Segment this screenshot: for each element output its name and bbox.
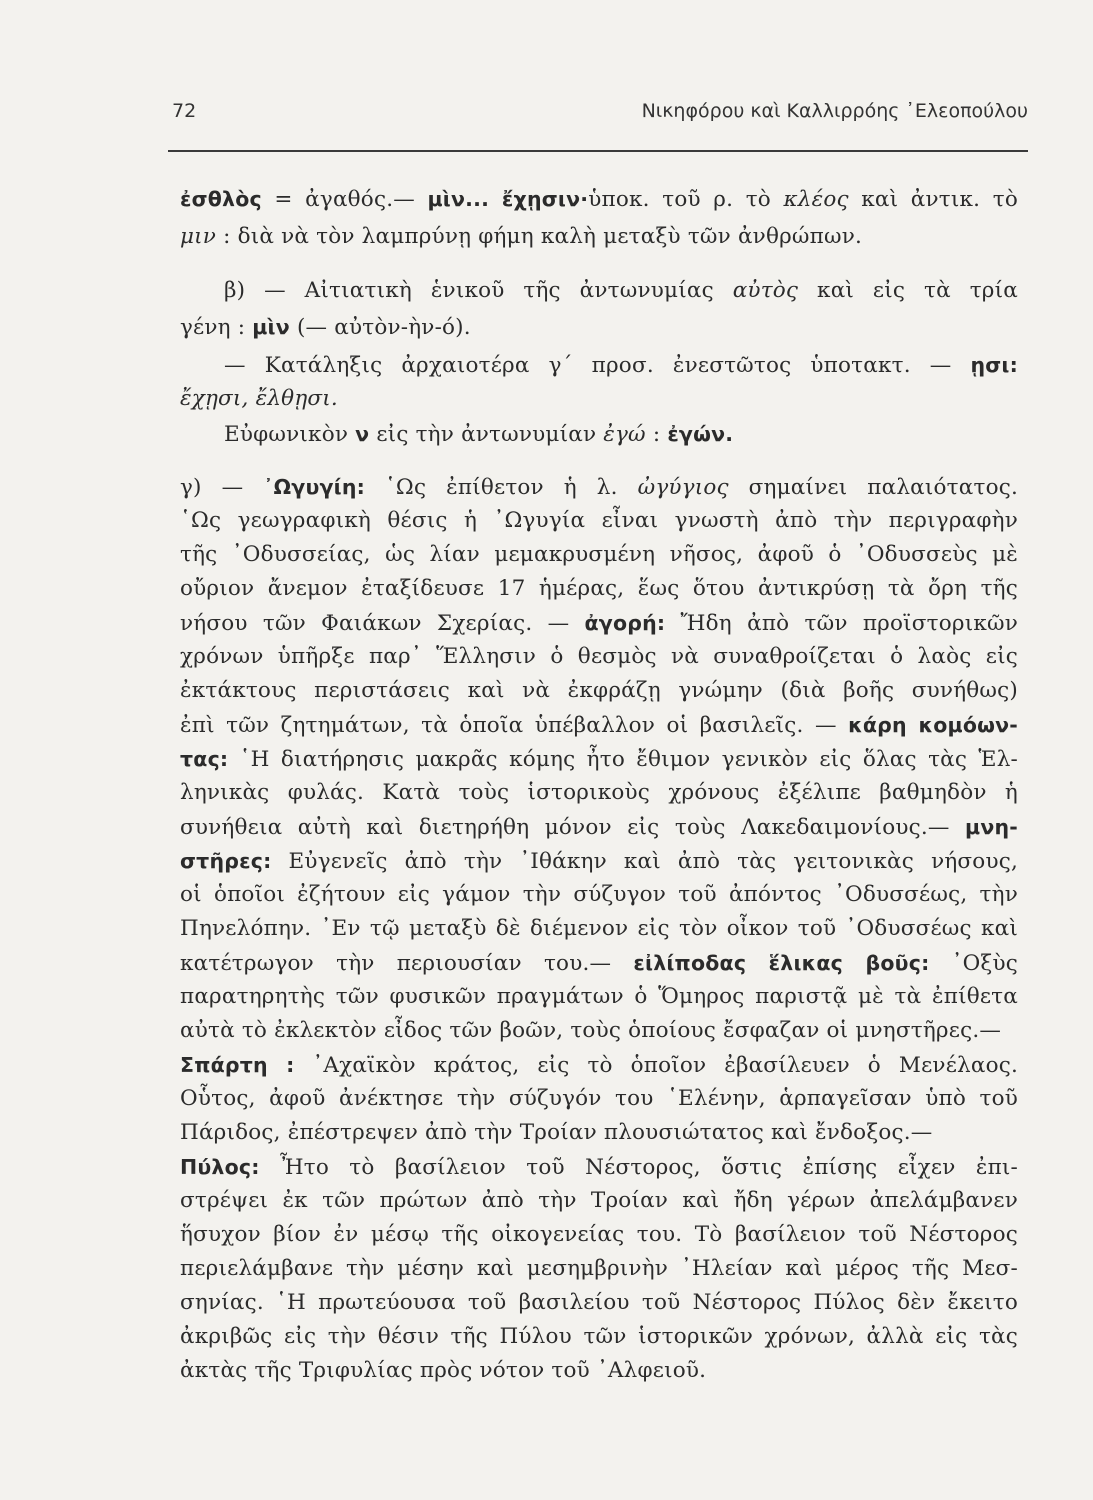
text-run: ῾Η διατήρησις μακρᾶς κόμης ἦτο ἔθιμον γενικὸν εἰς ὅλας τὰς Ἑλ- — [228, 747, 1018, 772]
text-run: Πάριδος, ἐπέστρεψεν ἀπὸ τὴν Τροίαν πλουσιώτατος καὶ ἔνδοξος.— — [180, 1120, 933, 1145]
text-line — [180, 912, 1018, 946]
text-line — [180, 742, 1018, 776]
text-line — [180, 946, 1018, 980]
text-line — [180, 674, 1018, 708]
text-line — [180, 1014, 1001, 1048]
text-line — [180, 1320, 1018, 1354]
text-run: Ἦτο τὸ βασίλειον τοῦ Νέστορος, ὅστις ἐπίσης εἶχεν ἐπι- — [259, 1155, 1018, 1180]
text-run: περιελάμβανε τὴν μέσην καὶ μεσημβρινὴν ᾿Ηλείαν καὶ μέρος τῆς Μεσ- — [180, 1256, 1018, 1281]
bold-term: τας: — [180, 747, 229, 771]
bold-term: κάρη κομόων- — [848, 713, 1018, 737]
italic-term: αὐτὸς — [732, 278, 799, 303]
text-line — [180, 980, 1018, 1014]
text-line — [180, 572, 1018, 606]
text-line — [180, 1082, 1018, 1116]
text-run: εἰς τὴν ἀντωνυμίαν — [369, 422, 604, 447]
text-line — [180, 1150, 1018, 1184]
running-head: Νικηφόρου καὶ Καλλιρρόης ᾿Ελεοπούλου — [641, 100, 1028, 122]
bold-term: ῃσι: — [970, 353, 1018, 377]
text-run: οὔριον ἄνεμον ἐταξίδευσε 17 ἡμέρας, ἕως ὅτου ἀντικρύσῃ τὰ ὄρη τῆς — [180, 576, 1018, 601]
text-run: ἐπὶ τῶν ζητημάτων, τὰ ὁποῖα ὑπέβαλλον οἱ βασιλεῖς. — — [180, 713, 849, 738]
text-line — [224, 274, 1018, 308]
header-rule — [168, 150, 1028, 152]
text-line — [180, 310, 471, 344]
text-run: νήσου τῶν Φαιάκων Σχερίας. — — [180, 611, 585, 636]
text-run: Εὐγενεῖς ἀπὸ τὴν ᾿Ιθάκην καὶ ἀπὸ τὰς γειτονικὰς νήσους, — [271, 849, 1018, 874]
bold-term: μὶν... ἔχῃσιν· — [427, 187, 589, 211]
bold-term: Πύλος: — [180, 1155, 260, 1179]
bold-term: ᾿Ωγυγίη: — [263, 475, 366, 499]
text-run: στρέψει ἐκ τῶν πρώτων ἀπὸ τὴν Τροίαν καὶ ἤδη γέρων ἀπελάμβανεν — [180, 1188, 1018, 1213]
text-line — [180, 1252, 1018, 1286]
text-line — [180, 844, 1018, 878]
text-run: β) — Αἰτιατικὴ ἑνικοῦ τῆς ἀντωνυμίας — [224, 278, 733, 303]
italic-term: ἔχῃσι, ἔλθῃσι. — [180, 386, 338, 411]
text-line — [180, 220, 862, 254]
text-run: ἀκτὰς τῆς Τριφυλίας πρὸς νότον τοῦ ᾿Αλφειοῦ. — [180, 1358, 707, 1383]
text-run: ἐκτάκτους περιστάσεις καὶ νὰ ἐκφράζῃ γνώμην (διὰ βοῆς συνήθως) — [180, 678, 1018, 703]
text-line — [180, 606, 1018, 640]
text-line — [180, 504, 1018, 538]
text-run: σημαίνει παλαιότατος. — [728, 475, 1019, 500]
text-run: κατέτρωγον τὴν περιουσίαν του.— — [180, 951, 634, 976]
text-line — [180, 776, 1018, 810]
page-number: 72 — [172, 100, 197, 122]
text-run: αὐτὰ τὸ ἐκλεκτὸν εἶδος τῶν βοῶν, τοὺς ὁποίους ἔσφαζαν οἱ μνηστῆρες.— — [180, 1018, 1002, 1043]
bold-term: στῆρες: — [180, 849, 272, 873]
text-run: καὶ ἀντικ. τὸ — [848, 187, 1018, 212]
text-run: ἥσυχον βίον ἐν μέσῳ τῆς οἰκογενείας του. Τὸ βασίλειον τοῦ Νέστορος — [180, 1222, 1018, 1247]
text-run: παρατηρητὴς τῶν φυσικῶν πραγμάτων ὁ Ὅμηρος παριστᾷ μὲ τὰ ἐπίθετα — [180, 984, 1018, 1009]
text-line — [180, 810, 1018, 844]
text-run: ὑποκ. τοῦ ρ. τὸ — [588, 187, 784, 212]
text-line — [180, 538, 1018, 572]
text-line — [224, 417, 733, 451]
text-line — [180, 640, 1018, 674]
text-run: Οὗτος, ἀφοῦ ἀνέκτησε τὴν σύζυγόν του ῾Ελένην, ἁρπαγεῖσαν ὑπὸ τοῦ — [180, 1086, 1018, 1111]
text-run: τῆς ᾿Οδυσσείας, ὡς λίαν μεμακρυσμένη νῆσος, ἀφοῦ ὁ ᾿Οδυσσεὺς μὲ — [180, 542, 1018, 567]
text-run: καὶ εἰς τὰ τρία — [798, 278, 1019, 303]
text-run: = ἀγαθός.— — [261, 187, 428, 212]
text-run: χρόνων ὑπῆρξε παρ᾿ Ἕλλησιν ὁ θεσμὸς νὰ συναθροίζεται ὁ λαὸς εἰς — [180, 644, 1018, 669]
text-line — [180, 382, 338, 416]
text-run: ῾Ως ἐπίθετον ἡ λ. — [365, 475, 638, 500]
text-line — [180, 1286, 1018, 1320]
bold-term: ἀγορή: — [584, 611, 666, 635]
text-run: συνήθεια αὐτὴ καὶ διετηρήθη μόνον εἰς τοὺς Λακεδαιμονίους.— — [180, 815, 966, 840]
text-run: Εὐφωνικὸν — [224, 422, 356, 447]
page-header — [168, 100, 1028, 134]
text-run: γένη : — [180, 315, 253, 340]
text-run: — Κατάληξις ἀρχαιοτέρα γ΄ προσ. ἐνεστῶτος ὑποτακτ. — — [224, 353, 971, 378]
italic-term: ὠγύγιος — [637, 475, 729, 500]
bold-term: ἐγών. — [667, 422, 734, 446]
text-run: γ) — — [180, 475, 264, 500]
text-line — [180, 1218, 1018, 1252]
bold-term: μνη- — [965, 815, 1018, 839]
text-line — [180, 708, 1018, 742]
text-line — [180, 1048, 1018, 1082]
text-run: ᾿Οξὺς — [929, 951, 1018, 976]
bold-term: Σπάρτη : — [180, 1053, 295, 1077]
text-line — [180, 1184, 1018, 1218]
text-line — [180, 1116, 933, 1150]
text-run: Πηνελόπην. ᾿Εν τῷ μεταξὺ δὲ διέμενον εἰς τὸν οἶκον τοῦ ᾿Οδυσσέως καὶ — [180, 916, 1018, 941]
text-line — [180, 1354, 706, 1388]
bold-term: ν — [355, 422, 370, 446]
italic-term: ἐγώ — [603, 422, 646, 447]
text-run: (— αὐτὸν-ὴν-ό). — [289, 315, 471, 340]
text-run: : διὰ νὰ τὸν λαμπρύνῃ φήμη καλὴ μεταξὺ τῶν ἀνθρώπων. — [216, 224, 863, 249]
text-line — [224, 348, 1018, 382]
text-run: Ἤδη ἀπὸ τῶν προϊστορικῶν — [665, 611, 1018, 636]
italic-term: κλέος — [783, 187, 849, 212]
text-run: ᾿Αχαϊκὸν κράτος, εἰς τὸ ὁποῖον ἐβασίλευεν ὁ Μενέλαος. — [294, 1053, 1018, 1078]
text-run: ἀκριβῶς εἰς τὴν θέσιν τῆς Πύλου τῶν ἱστορικῶν χρόνων, ἀλλὰ εἰς τὰς — [180, 1324, 1018, 1349]
text-line — [180, 878, 1018, 912]
text-run: ῾Ως γεωγραφικὴ θέσις ἡ ᾿Ωγυγία εἶναι γνωστὴ ἀπὸ τὴν περιγραφὴν — [180, 508, 1018, 533]
text-line — [180, 182, 1018, 216]
bold-term: ἐσθλὸς — [180, 187, 262, 211]
italic-term: μιν — [180, 224, 217, 249]
text-run: σηνίας. ῾Η πρωτεύουσα τοῦ βασιλείου τοῦ Νέστορος Πύλος δὲν ἔκειτο — [180, 1290, 1018, 1315]
text-run: οἱ ὁποῖοι ἐζήτουν εἰς γάμον τὴν σύζυγον τοῦ ἀπόντος ᾿Οδυσσέως, τὴν — [180, 882, 1018, 907]
bold-term: εἰλίποδας ἕλικας βοῦς: — [633, 951, 930, 975]
text-run: : — [645, 422, 668, 447]
text-run: ληνικὰς φυλάς. Κατὰ τοὺς ἱστορικοὺς χρόνους ἐξέλιπε βαθμηδὸν ἡ — [180, 780, 1018, 805]
bold-term: μὶν — [252, 315, 290, 339]
text-line — [180, 470, 1018, 504]
